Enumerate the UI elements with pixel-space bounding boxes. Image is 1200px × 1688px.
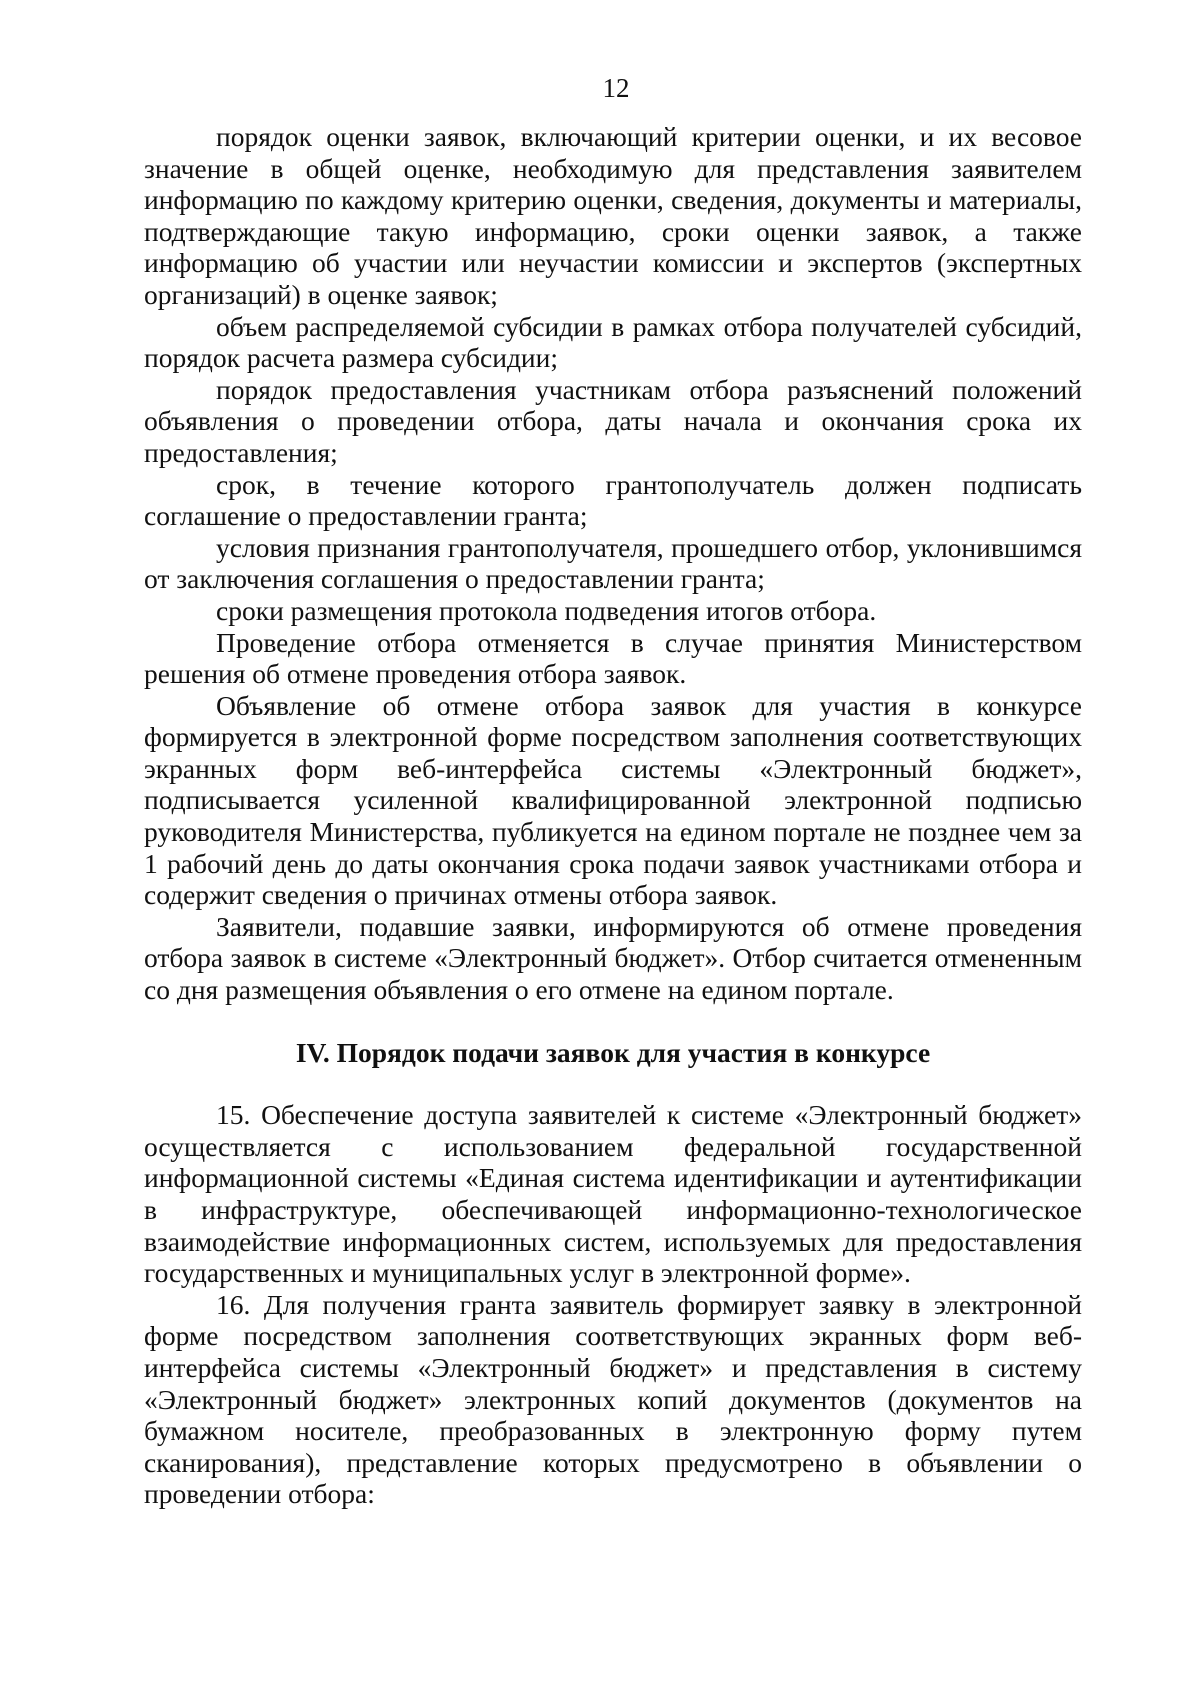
- paragraph-cancellation: Проведение отбора отменяется в случае принятия Министерством решения об отмене проведения отбора заявок.: [144, 626, 1082, 690]
- paragraph-item-15: 15. Обеспечение доступа заявителей к системе «Электронный бюджет» осуществляется с использованием федеральной государственной информационной системы «Единая система идентификации и аутентификации в инфраструктуре, обеспечивающей информационно-технологическое взаимодействие информационных систем, используемых для предоставления государственных и муниципальных услуг в электронной форме».: [144, 1099, 1082, 1289]
- paragraph-clarifications: порядок предоставления участникам отбора разъяснений положений объявления о проведении отбора, даты начала и окончания срока их предоставления;: [144, 373, 1082, 468]
- paragraph-signing-term: срок, в течение которого грантополучатель должен подписать соглашение о предоставлении гранта;: [144, 468, 1082, 532]
- document-body: [144, 121, 1082, 1510]
- paragraph-item-16: 16. Для получения гранта заявитель формирует заявку в электронной форме посредством заполнения соответствующих экранных форм веб-интерфейса системы «Электронный бюджет» и представления в систему «Электронный бюджет» электронных копий документов (документов на бумажном носителе, преобразованных в электронную форму путем сканирования), представление которых предусмотрено в объявлении о проведении отбора:: [144, 1288, 1082, 1510]
- paragraph-protocol-terms: сроки размещения протокола подведения итогов отбора.: [216, 594, 877, 626]
- paragraph-applicants-informed: Заявители, подавшие заявки, информируются об отмене проведения отбора заявок в системе «Электронный бюджет». Отбор считается отмененным со дня размещения объявления о его отмене на едином портале.: [144, 910, 1082, 1006]
- paragraph-evasion-conditions: условия признания грантополучателя, прошедшего отбор, уклонившимся от заключения соглашения о предоставлении гранта;: [144, 531, 1082, 595]
- paragraph-cancellation-announcement: Объявление об отмене отбора заявок для участия в конкурсе формируется в электронной форме посредством заполнения соответствующих экранных форм веб-интерфейса системы «Электронный бюджет», подписывается усиленной квалифицированной электронной подписью руководителя Министерства, публикуется на едином портале не позднее чем за 1 рабочий день до даты окончания срока подачи заявок участниками отбора и содержит сведения о причинах отмены отбора заявок.: [144, 689, 1082, 911]
- page-number: 12: [602, 73, 630, 103]
- paragraph-subsidy-volume: объем распределяемой субсидии в рамках отбора получателей субсидий, порядок расчета размера субсидии;: [144, 310, 1082, 374]
- section-heading: IV. Порядок подачи заявок для участия в конкурсе: [295, 1036, 931, 1068]
- paragraph-evaluation-procedure: порядок оценки заявок, включающий критерии оценки, и их весовое значение в общей оценке, необходимую для представления заявителем информацию по каждому критерию оценки, сведения, документы и материалы, подтверждающие такую информацию, сроки оценки заявок, а также информацию об участии или неучастии комиссии и экспертов (экспертных организаций) в оценке заявок;: [144, 121, 1082, 310]
